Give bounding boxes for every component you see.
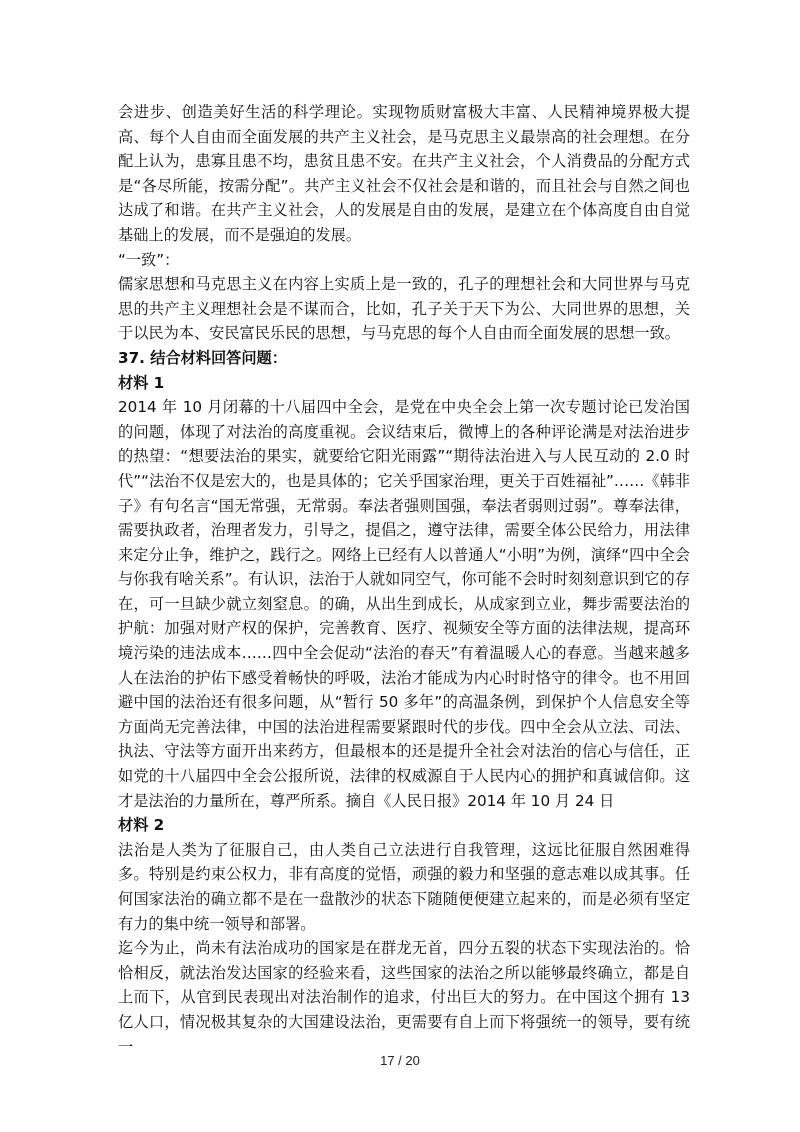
material-2-body-2: 迄今为止，尚未有法治成功的国家是在群龙无首，四分五裂的状态下实现法治的。恰恰相反，就法治发达国家的经验来看，这些国家的法治之所以能够最终确立，都是自上而下，从官到民表现出对法治制作的追求，付出巨大的努力。在中国这个拥有 13 亿人口，情况极其复杂的大国建设法治，更需要有自上而下将强统一的领导，要有统一 <box>118 939 690 1056</box>
paragraph-consistency-body: 儒家思想和马克思主义在内容上实质上是一致的，孔子的理想社会和大同世界与马克思的共产主义理想社会是不谋而合，比如，孔子关于天下为公、大同世界的思想，关于以民为本、安民富民乐民的思想，与马克思的每个人自由而全面发展的思想一致。 <box>118 275 690 343</box>
page-body <box>118 100 690 1059</box>
material-1-heading: 材料 1 <box>118 373 165 392</box>
question-heading: 37. 结合材料回答问题： <box>118 348 287 367</box>
page-number: 17 / 20 <box>380 1053 420 1068</box>
paragraph-consistency-label: “一致”： <box>118 250 180 269</box>
material-2-heading: 材料 2 <box>118 816 165 835</box>
paragraph-communism-ideal: 会进步、创造美好生活的科学理论。实现物质财富极大丰富、人民精神境界极大提高、每个人自由而全面发展的共产主义社会，是马克思主义最崇高的社会理想。在分配上认为，患寡且患不均，患贫且患不安。在共产主义社会，个人消费品的分配方式是“各尽所能，按需分配”。共产主义社会不仅社会是和谐的，而且社会与自然之间也达成了和谐。在共产主义社会，人的发展是自由的发展，是建立在个体高度自由自觉基础上的发展，而不是强迫的发展。 <box>118 103 690 244</box>
material-2-body-1: 法治是人类为了征服自己，由人类自己立法进行自我管理，这远比征服自然困难得多。特别是约束公权力，非有高度的觉悟，顽强的毅力和坚强的意志难以成其事。任何国家法治的确立都不是在一盘散沙的状态下随随便便建立起来的，而是必须有坚定有力的集中统一领导和部署。 <box>118 840 690 933</box>
material-1-body: 2014 年 10 月闭幕的十八届四中全会，是党在中央全会上第一次专题讨论已发治国的问题，体现了对法治的高度重视。会议结束后，微博上的各种评论满是对法治进步的热望：“想要法治的果实，就要给它阳光雨露”“期待法治进入与人民互动的 2.0 时代”“法治不仅是宏大的，也是具体的；它关乎国家治理，更关于百姓福祉”……《韩非子》有句名言“国无常强，无常弱。奉法者强则国强，奉法者弱则过弱”。尊奉法律，需要执政者，治理者发力，引导之，提倡之，遵守法律，需要全体公民给力，用法律来定分止争，维护之，践行之。网络上已经有人以普通人“小明”为例，演绎“四中全会与你我有啥关系”。有认识，法治于人就如同空气，你可能不会时时刻刻意识到它的存在，可一旦缺少就立刻窒息。的确，从出生到成长，从成家到立业，舞步需要法治的护航：加强对财产权的保护，完善教育、医疗、视频安全等方面的法律法规，提高环境污染的违法成本……四中全会促动“法治的春天”有着温暖人心的春意。当越来越多人在法治的护佑下感受着畅快的呼吸，法治才能成为内心时时恪守的律令。也不用回避中国的法治还有很多问题，从“暂行 50 多年”的高温条例，到保护个人信息安全等方面尚无完善法律，中国的法治进程需要紧跟时代的步伐。四中全会从立法、司法、执法、守法等方面开出来药方，但最根本的还是提升全社会对法治的信心与信任，正如党的十八届四中全会公报所说，法律的权威源自于人民内心的拥护和真诚信仰。这才是法治的力量所在，尊严所系。摘自《人民日报》2014 年 10 月 24 日 <box>118 398 690 810</box>
